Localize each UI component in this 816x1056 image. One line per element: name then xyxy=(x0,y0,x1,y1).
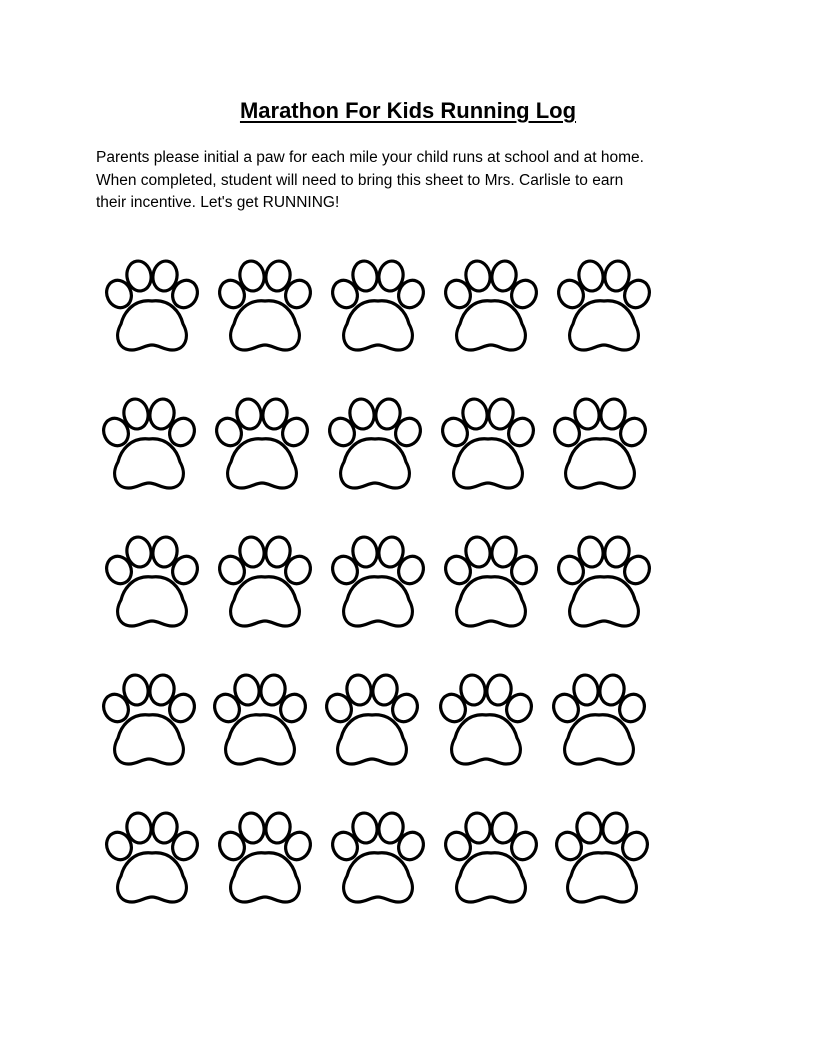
paw-print-icon[interactable] xyxy=(552,532,656,632)
paw-print-icon[interactable] xyxy=(323,394,427,494)
paw-print-icon[interactable] xyxy=(100,532,204,632)
paw-print-icon[interactable] xyxy=(213,808,317,908)
paw-print-icon[interactable] xyxy=(326,256,430,356)
paw-print-icon[interactable] xyxy=(326,532,430,632)
paw-print-icon[interactable] xyxy=(434,670,538,770)
paw-print-icon[interactable] xyxy=(547,670,651,770)
paw-print-icon[interactable] xyxy=(326,808,430,908)
paw-print-icon[interactable] xyxy=(439,532,543,632)
instructions-paragraph xyxy=(96,147,736,215)
paw-print-icon[interactable] xyxy=(100,256,204,356)
paw-print-icon[interactable] xyxy=(97,394,201,494)
paw-print-icon[interactable] xyxy=(97,670,201,770)
paw-print-icon[interactable] xyxy=(552,256,656,356)
paw-print-icon[interactable] xyxy=(548,394,652,494)
paw-print-icon[interactable] xyxy=(213,256,317,356)
page-title: Marathon For Kids Running Log xyxy=(239,98,577,123)
paw-print-icon[interactable] xyxy=(100,808,204,908)
paw-print-icon[interactable] xyxy=(213,532,317,632)
paw-print-icon[interactable] xyxy=(436,394,540,494)
paw-print-icon[interactable] xyxy=(208,670,312,770)
instructions-line-2: When completed, student will need to bring this sheet to Mrs. Carlisle to earn xyxy=(96,171,624,189)
instructions-line-1: Parents please initial a paw for each mile your child runs at school and at home. xyxy=(96,149,644,166)
paw-print-icon[interactable] xyxy=(439,256,543,356)
instructions-line-3: their incentive. Let's get RUNNING! xyxy=(96,194,340,211)
paw-print-icon[interactable] xyxy=(550,808,654,908)
paw-print-icon[interactable] xyxy=(210,394,314,494)
paw-print-icon[interactable] xyxy=(320,670,424,770)
paw-print-icon[interactable] xyxy=(439,808,543,908)
